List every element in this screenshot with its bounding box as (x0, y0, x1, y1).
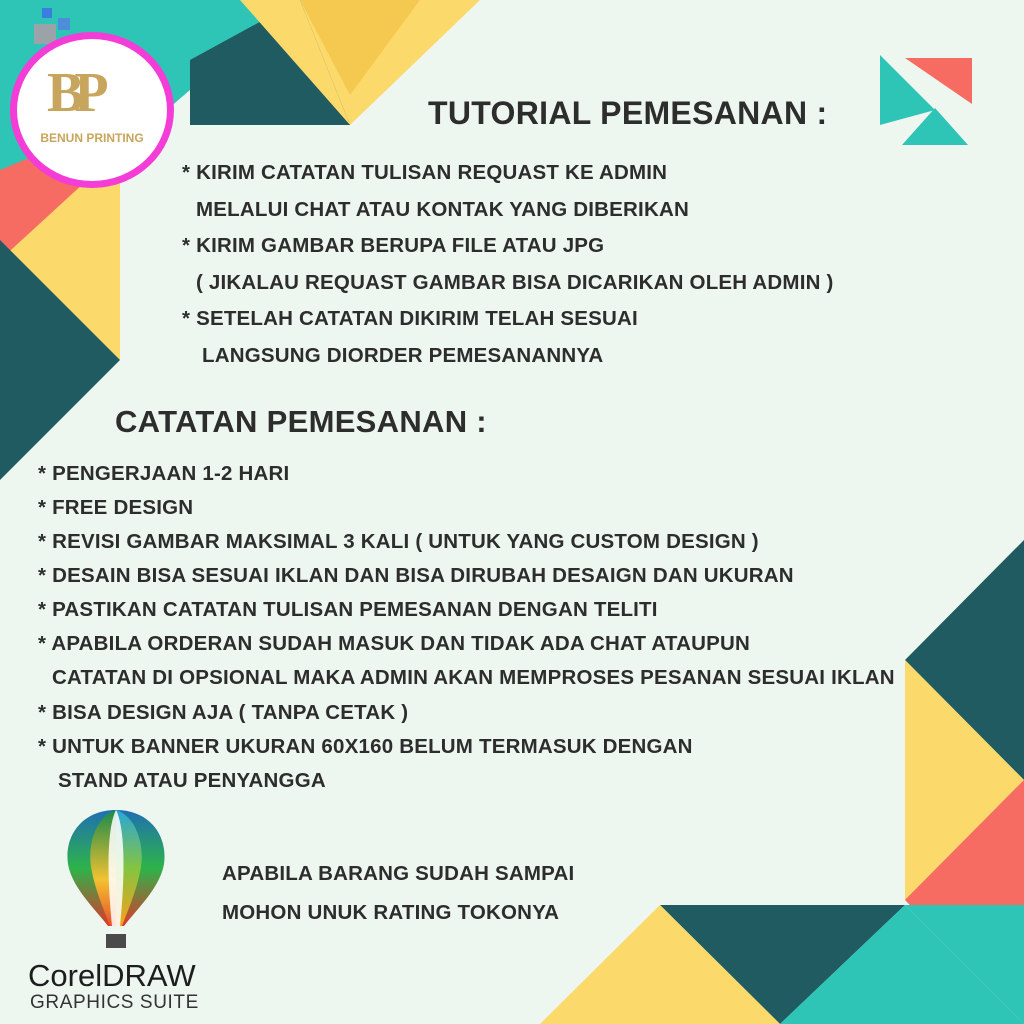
coreldraw-subtitle: GRAPHICS SUITE (30, 992, 199, 1013)
coreldraw-balloon-icon (60, 806, 172, 950)
notes-line-2: * FREE DESIGN (38, 496, 194, 519)
notes-line-4: * DESAIN BISA SESUAI IKLAN DAN BISA DIRUBAH DESAIGN DAN UKURAN (38, 564, 794, 587)
tutorial-line-3: * KIRIM GAMBAR BERUPA FILE ATAU JPG (182, 234, 605, 257)
brand-name: BENUN PRINTING (40, 131, 144, 145)
tutorial-line-2: MELALUI CHAT ATAU KONTAK YANG DIBERIKAN (196, 198, 689, 221)
notes-line-10: STAND ATAU PENYANGGA (58, 769, 326, 792)
tutorial-line-5: * SETELAH CATATAN DIKIRIM TELAH SESUAI (182, 307, 638, 330)
notes-line-1: * PENGERJAAN 1-2 HARI (38, 462, 290, 485)
bp-monogram: BP (47, 62, 99, 124)
tutorial-line-6: LANGSUNG DIORDER PEMESANANNYA (202, 344, 604, 367)
notes-heading: CATATAN PEMESANAN : (115, 404, 487, 439)
tutorial-line-1: * KIRIM CATATAN TULISAN REQUAST KE ADMIN (182, 161, 668, 184)
notes-line-9: * UNTUK BANNER UKURAN 60X160 BELUM TERMASUK DENGAN (38, 735, 693, 758)
notes-line-6: * APABILA ORDERAN SUDAH MASUK DAN TIDAK ADA CHAT ATAUPUN (38, 632, 750, 655)
notes-line-8: * BISA DESIGN AJA ( TANPA CETAK ) (38, 701, 409, 724)
footer-line-1: APABILA BARANG SUDAH SAMPAI (222, 862, 575, 885)
tutorial-line-4: ( JIKALAU REQUAST GAMBAR BISA DICARIKAN OLEH ADMIN ) (196, 271, 834, 294)
notes-line-3: * REVISI GAMBAR MAKSIMAL 3 KALI ( UNTUK YANG CUSTOM DESIGN ) (38, 530, 759, 553)
coreldraw-wordmark: CorelDRAW (28, 958, 196, 993)
footer-line-2: MOHON UNUK RATING TOKONYA (222, 901, 560, 924)
notes-line-5: * PASTIKAN CATATAN TULISAN PEMESANAN DENGAN TELITI (38, 598, 658, 621)
benun-printing-logo (10, 32, 174, 188)
tutorial-heading: TUTORIAL PEMESANAN : (428, 95, 828, 131)
notes-line-7: CATATAN DI OPSIONAL MAKA ADMIN AKAN MEMPROSES PESANAN SESUAI IKLAN (52, 666, 895, 689)
